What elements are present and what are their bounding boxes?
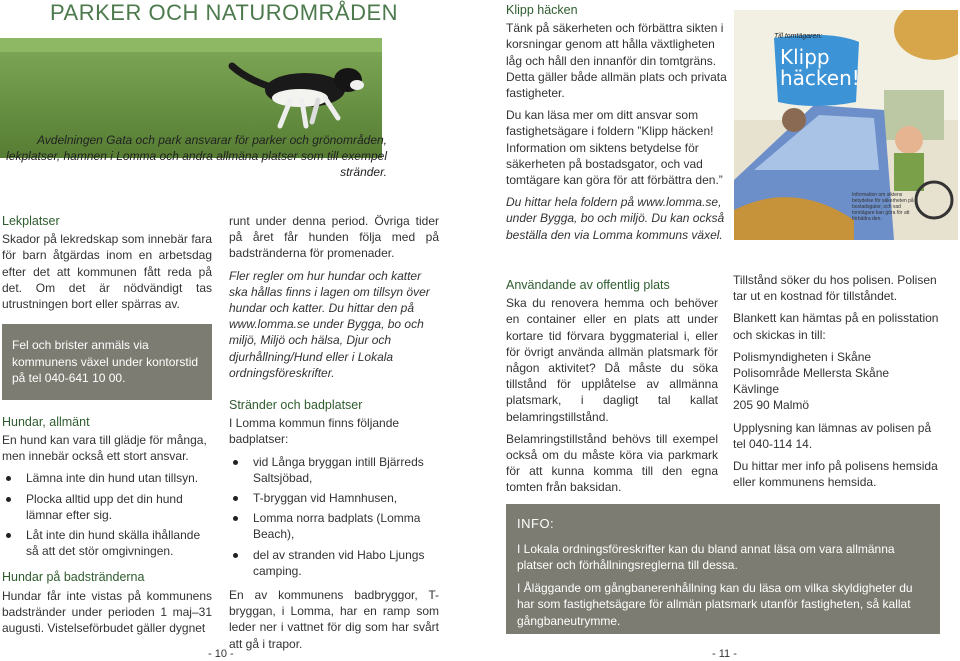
hundar-list xyxy=(2,470,212,559)
offentlig-section xyxy=(506,277,718,502)
klipp-text-2: Du kan läsa mer om ditt ansvar som fastighetsägare i foldern ”Klipp häcken! Information om siktens betydelse för säkerheten på bostadsgator, och vad tomtägare kan göra för att förbättra den.” xyxy=(506,108,723,188)
badstranderna-text: Hundar får inte vistas på kommunens badstränder under perioden 1 maj–31 augusti. Vistelseförbudet gäller dygnet xyxy=(2,588,212,635)
tillstand-text-3: Upplysning kan lämnas av polisen på tel 040-114 14. xyxy=(733,420,932,451)
offentlig-heading: Användande av offentlig plats xyxy=(506,278,670,292)
hundar-continuation: runt under denna period. Övriga tider på året får hunden följa med på badstränderna för promenader. xyxy=(229,214,439,261)
folder-cover-image xyxy=(734,10,958,240)
offentlig-text-2: Belamringstillstånd behövs till exempel också om du måste köra via parkmark för att kunna komma till den egna tomten från baksidan. xyxy=(506,431,718,495)
klipp-text-1: Tänk på säkerheten och förbättra sikten i korsningar genom att hålla växtligheten låg och håll den innanför din tomtgräns. Detta gäller både allmän plats och privata fastigheter. xyxy=(506,21,727,101)
address-line: 205 90 Malmö xyxy=(733,398,810,413)
address-line: Kävlinge xyxy=(733,382,780,397)
cover-title: Klipp häcken! xyxy=(780,45,860,90)
column-2 xyxy=(229,213,439,658)
strander-after: En av kommunens badbryggor, T-bryggan, i Lomma, har en ramp som leder ner i vattnet för dig som har svårt att gå i trapor. xyxy=(229,588,439,651)
hundar-heading: Hundar, allmänt xyxy=(2,414,90,429)
list-item: Lämna inte din hund utan tillsyn. xyxy=(2,470,212,486)
info-box xyxy=(506,504,940,634)
info-paragraph-2: I Åläggande om gångbanerenhållning kan du läsa om vilka skyldigheter du har som fastighetsägare för allmän platsmark utanför fastigheten, så kallat gångbaneutrymme. xyxy=(517,580,913,628)
lekplatser-heading: Lekplatser xyxy=(2,214,60,228)
tillstand-text-4: Du hittar mer info på polisens hemsida eller kommunens hemsida. xyxy=(733,459,938,490)
address-line: Polismyndigheten i Skåne xyxy=(733,349,872,364)
column-1 xyxy=(2,213,212,642)
page-number-left: - 10 - xyxy=(208,648,234,660)
klipp-italic: Du hittar hela foldern på www.lomma.se, under Bygga, bo och miljö. Du kan också beställa den via Lomma kommuns växel. xyxy=(506,195,725,242)
badstranderna-heading: Hundar på badstränderna xyxy=(2,570,145,585)
strander-text: I Lomma kommun finns följande badplatser: xyxy=(229,416,400,447)
lekplatser-text: Skador på lekredskap som innebär fara för barn åtgärdas inom en arbetsdag efter det att kommunen fått reda på det. Om det är nödvändigt tas utrustningen bort eller spärras av. xyxy=(2,232,212,312)
strander-list xyxy=(229,454,439,579)
list-item: Plocka alltid upp det din hund lämnar efter sig. xyxy=(2,491,212,523)
intro-text: Avdelningen Gata och park ansvarar för parker och grönområden, lekplatser, hamnen i Lomma och andra allmäna platser som till exempel stränder. xyxy=(6,133,387,179)
info-paragraph-1: I Lokala ordningsföreskrifter kan du bland annat läsa om vara allmänna platser och förhållningsreglerna till dessa. xyxy=(517,541,895,572)
lekplatser-contact-box: Fel och brister anmäls via kommunens växel under kontorstid på tel 040-641 10 00. xyxy=(2,324,212,400)
offentlig-text-1: Ska du renovera hemma och behöver en container eller en plats att under kortare tid förvara byggmaterial i, eller för övrigt använda allmän platsmark för någon aktivitet? Då måste du söka tillstånd för upplåtelse av allmänna platsmark, i dagligt tal kallat belamringstillstånd. xyxy=(506,296,718,424)
cover-blurb: Information om siktens betydelse för säkerheten på bostadsgator, och vad tomtägare kan göra för att förbättra den. xyxy=(852,192,914,222)
tillstand-text-1: Tillstånd söker du hos polisen. Polisen tar ut en kostnad för tillståndet. xyxy=(733,273,937,304)
info-heading: INFO: xyxy=(517,516,555,531)
page-number-right: - 11 - xyxy=(712,648,737,660)
strander-heading: Stränder och badplatser xyxy=(229,398,363,413)
regler-italic: Fler regler om hur hundar och katter ska hållas finns i lagen om tillsyn över hundar och katter. Du hittar den på www.lomma.se under Bygga, bo och miljö, Miljö och hälsa, Djur och djurhållning/Hund eller i Lokala ordningsföreskrifter. xyxy=(229,268,430,380)
address-line: Polisområde Mellersta Skåne xyxy=(733,366,890,381)
tillstand-section xyxy=(733,272,945,496)
klipp-section xyxy=(506,2,728,249)
tillstand-text-2: Blankett kan hämtas på en polisstation och skickas in till: xyxy=(733,311,939,342)
page-title: PARKER OCH NATUROMRÅDEN xyxy=(50,0,399,25)
list-item: T-bryggan vid Hamnhusen, xyxy=(229,490,439,506)
klipp-heading: Klipp häcken xyxy=(506,3,578,17)
list-item: del av stranden vid Habo Ljungs camping. xyxy=(229,547,439,579)
cover-small-text: Till tomtägaren: xyxy=(774,33,823,40)
list-item: vid Långa bryggan intill Bjärreds Saltsjöbad, xyxy=(229,454,439,486)
hundar-text: En hund kan vara till glädje för många, men innebär också ett stort ansvar. xyxy=(2,432,207,464)
list-item: Lomma norra badplats (Lomma Beach), xyxy=(229,510,439,542)
list-item: Låt inte din hund skälla ihållande så att det stör omgivningen. xyxy=(2,527,212,559)
